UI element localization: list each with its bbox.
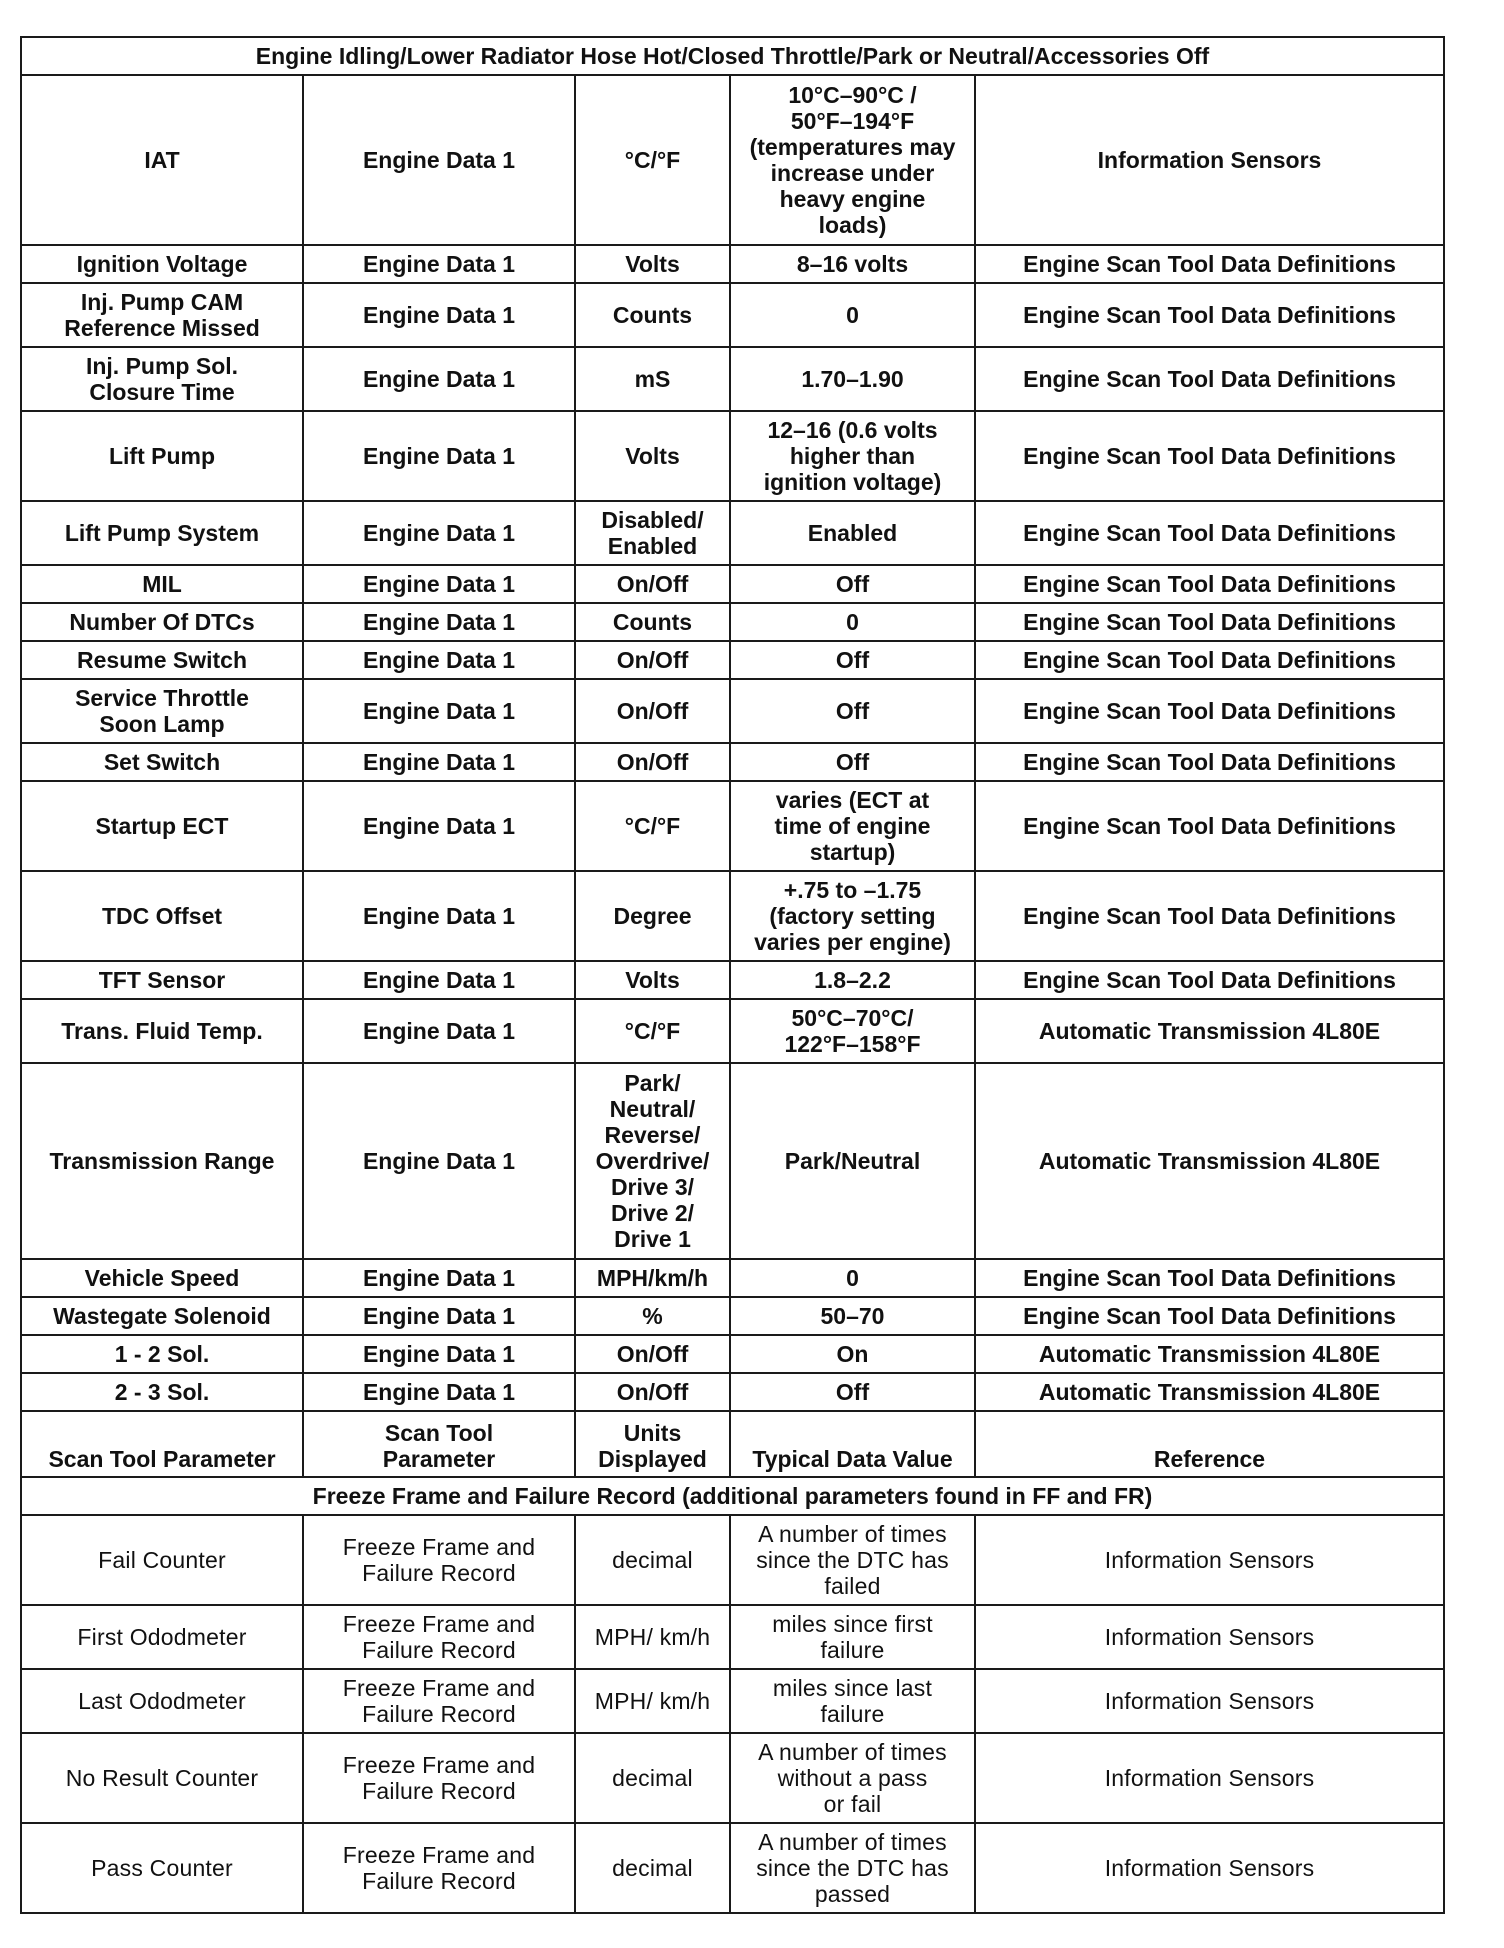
cell-units: Counts — [575, 603, 730, 641]
cell-parameter: Wastegate Solenoid — [21, 1297, 303, 1335]
cell-units: On/Off — [575, 679, 730, 743]
cell-parameter: Fail Counter — [21, 1515, 303, 1605]
cell-reference: Information Sensors — [975, 1605, 1444, 1669]
table-row — [21, 871, 1444, 961]
cell-parameter: Vehicle Speed — [21, 1259, 303, 1297]
cell-scan-tool: Freeze Frame and Failure Record — [303, 1823, 575, 1913]
table-row — [21, 1823, 1444, 1913]
cell-scan-tool: Engine Data 1 — [303, 1063, 575, 1259]
cell-parameter: Trans. Fluid Temp. — [21, 999, 303, 1063]
cell-units: °C/°F — [575, 781, 730, 871]
table-row — [21, 565, 1444, 603]
table-row — [21, 1063, 1444, 1259]
cell-typical-value: 50–70 — [730, 1297, 975, 1335]
cell-parameter: Lift Pump System — [21, 501, 303, 565]
cell-reference: Information Sensors — [975, 1669, 1444, 1733]
cell-units: Degree — [575, 871, 730, 961]
cell-typical-value: 0 — [730, 283, 975, 347]
cell-reference: Engine Scan Tool Data Definitions — [975, 245, 1444, 283]
cell-scan-tool: Engine Data 1 — [303, 411, 575, 501]
table-row — [21, 1259, 1444, 1297]
cell-reference: Information Sensors — [975, 1515, 1444, 1605]
cell-typical-value: Off — [730, 679, 975, 743]
cell-typical-value: A number of times since the DTC has failed — [730, 1515, 975, 1605]
cell-parameter: Service Throttle Soon Lamp — [21, 679, 303, 743]
col-header-reference: Reference — [975, 1411, 1444, 1477]
cell-units: On/Off — [575, 641, 730, 679]
cell-reference: Information Sensors — [975, 75, 1444, 245]
freeze-frame-title-row — [21, 1477, 1444, 1515]
cell-typical-value: 8–16 volts — [730, 245, 975, 283]
cell-reference: Engine Scan Tool Data Definitions — [975, 1259, 1444, 1297]
cell-reference: Engine Scan Tool Data Definitions — [975, 411, 1444, 501]
cell-units: On/Off — [575, 565, 730, 603]
cell-typical-value: 10°C–90°C / 50°F–194°F (temperatures may increase under heavy engine loads) — [730, 75, 975, 245]
cell-reference: Engine Scan Tool Data Definitions — [975, 565, 1444, 603]
cell-typical-value: 1.70–1.90 — [730, 347, 975, 411]
cell-scan-tool: Engine Data 1 — [303, 245, 575, 283]
cell-scan-tool: Freeze Frame and Failure Record — [303, 1669, 575, 1733]
table-row — [21, 1373, 1444, 1411]
cell-parameter: Inj. Pump Sol. Closure Time — [21, 347, 303, 411]
cell-scan-tool: Freeze Frame and Failure Record — [303, 1605, 575, 1669]
table-row — [21, 781, 1444, 871]
cell-units: Park/ Neutral/ Reverse/ Overdrive/ Drive 3/ Drive 2/ Drive 1 — [575, 1063, 730, 1259]
table-row — [21, 1669, 1444, 1733]
table-row — [21, 1297, 1444, 1335]
cell-typical-value: On — [730, 1335, 975, 1373]
cell-typical-value: varies (ECT at time of engine startup) — [730, 781, 975, 871]
cell-units: decimal — [575, 1733, 730, 1823]
cell-parameter: Ignition Voltage — [21, 245, 303, 283]
cell-scan-tool: Engine Data 1 — [303, 283, 575, 347]
cell-parameter: TFT Sensor — [21, 961, 303, 999]
table-row — [21, 283, 1444, 347]
col-header-scan-tool-parameter: Scan Tool Parameter — [21, 1411, 303, 1477]
cell-units: On/Off — [575, 1373, 730, 1411]
freeze-frame-title: Freeze Frame and Failure Record (additional parameters found in FF and FR) — [21, 1477, 1444, 1515]
cell-scan-tool: Engine Data 1 — [303, 603, 575, 641]
cell-units: Volts — [575, 961, 730, 999]
cell-typical-value: Park/Neutral — [730, 1063, 975, 1259]
cell-scan-tool: Freeze Frame and Failure Record — [303, 1515, 575, 1605]
cell-scan-tool: Engine Data 1 — [303, 999, 575, 1063]
cell-units: % — [575, 1297, 730, 1335]
cell-reference: Engine Scan Tool Data Definitions — [975, 1297, 1444, 1335]
cell-parameter: Pass Counter — [21, 1823, 303, 1913]
cell-scan-tool: Engine Data 1 — [303, 1297, 575, 1335]
col-header-scan-tool-parameter-2: Scan Tool Parameter — [303, 1411, 575, 1477]
cell-typical-value: miles since last failure — [730, 1669, 975, 1733]
cell-scan-tool: Engine Data 1 — [303, 743, 575, 781]
cell-scan-tool: Engine Data 1 — [303, 781, 575, 871]
cell-reference: Engine Scan Tool Data Definitions — [975, 283, 1444, 347]
column-header-section — [21, 1411, 1444, 1515]
cell-parameter: Startup ECT — [21, 781, 303, 871]
cell-units: Volts — [575, 411, 730, 501]
cell-typical-value: A number of times since the DTC has passed — [730, 1823, 975, 1913]
cell-parameter: No Result Counter — [21, 1733, 303, 1823]
cell-parameter: Set Switch — [21, 743, 303, 781]
cell-parameter: Transmission Range — [21, 1063, 303, 1259]
cell-parameter: Resume Switch — [21, 641, 303, 679]
cell-reference: Engine Scan Tool Data Definitions — [975, 781, 1444, 871]
table-row — [21, 245, 1444, 283]
cell-parameter: MIL — [21, 565, 303, 603]
cell-typical-value: 1.8–2.2 — [730, 961, 975, 999]
table-row — [21, 603, 1444, 641]
table-row — [21, 679, 1444, 743]
cell-typical-value: Enabled — [730, 501, 975, 565]
cell-units: °C/°F — [575, 999, 730, 1063]
cell-parameter: 1 - 2 Sol. — [21, 1335, 303, 1373]
cell-units: On/Off — [575, 743, 730, 781]
cell-typical-value: Off — [730, 641, 975, 679]
cell-scan-tool: Engine Data 1 — [303, 501, 575, 565]
cell-reference: Automatic Transmission 4L80E — [975, 1373, 1444, 1411]
cell-reference: Information Sensors — [975, 1823, 1444, 1913]
cell-scan-tool: Engine Data 1 — [303, 679, 575, 743]
cell-typical-value: 0 — [730, 1259, 975, 1297]
cell-scan-tool: Engine Data 1 — [303, 961, 575, 999]
table-row — [21, 1335, 1444, 1373]
cell-typical-value: Off — [730, 565, 975, 603]
cell-scan-tool: Engine Data 1 — [303, 871, 575, 961]
cell-parameter: Inj. Pump CAM Reference Missed — [21, 283, 303, 347]
cell-units: decimal — [575, 1515, 730, 1605]
freeze-frame-rows — [21, 1515, 1444, 1913]
cell-typical-value: miles since first failure — [730, 1605, 975, 1669]
cell-reference: Engine Scan Tool Data Definitions — [975, 961, 1444, 999]
scan-tool-data-sheet — [20, 36, 1443, 1914]
table-row — [21, 999, 1444, 1063]
cell-parameter: Number Of DTCs — [21, 603, 303, 641]
cell-parameter: IAT — [21, 75, 303, 245]
scan-tool-data-table — [20, 36, 1445, 1914]
cell-reference: Engine Scan Tool Data Definitions — [975, 641, 1444, 679]
cell-parameter: TDC Offset — [21, 871, 303, 961]
cell-scan-tool: Engine Data 1 — [303, 1335, 575, 1373]
cell-typical-value: Off — [730, 1373, 975, 1411]
table-row — [21, 1605, 1444, 1669]
cell-scan-tool: Freeze Frame and Failure Record — [303, 1733, 575, 1823]
cell-reference: Engine Scan Tool Data Definitions — [975, 603, 1444, 641]
cell-units: Counts — [575, 283, 730, 347]
cell-units: decimal — [575, 1823, 730, 1913]
cell-units: °C/°F — [575, 75, 730, 245]
cell-reference: Engine Scan Tool Data Definitions — [975, 501, 1444, 565]
table-row — [21, 1733, 1444, 1823]
cell-reference: Automatic Transmission 4L80E — [975, 1063, 1444, 1259]
table-title-row — [21, 37, 1444, 75]
cell-units: Volts — [575, 245, 730, 283]
cell-scan-tool: Engine Data 1 — [303, 641, 575, 679]
cell-units: mS — [575, 347, 730, 411]
table-row — [21, 641, 1444, 679]
cell-parameter: Last Ododmeter — [21, 1669, 303, 1733]
cell-typical-value: +.75 to –1.75 (factory setting varies per engine) — [730, 871, 975, 961]
cell-scan-tool: Engine Data 1 — [303, 1259, 575, 1297]
cell-reference: Engine Scan Tool Data Definitions — [975, 347, 1444, 411]
table-row — [21, 347, 1444, 411]
table-row — [21, 411, 1444, 501]
col-header-typical-data-value: Typical Data Value — [730, 1411, 975, 1477]
cell-units: MPH/ km/h — [575, 1605, 730, 1669]
cell-reference: Information Sensors — [975, 1733, 1444, 1823]
cell-parameter: Lift Pump — [21, 411, 303, 501]
cell-reference: Engine Scan Tool Data Definitions — [975, 679, 1444, 743]
cell-typical-value: 12–16 (0.6 volts higher than ignition voltage) — [730, 411, 975, 501]
cell-units: Disabled/ Enabled — [575, 501, 730, 565]
table-row — [21, 743, 1444, 781]
table-row — [21, 961, 1444, 999]
cell-scan-tool: Engine Data 1 — [303, 347, 575, 411]
engine-data-section — [21, 37, 1444, 75]
col-header-units-displayed: Units Displayed — [575, 1411, 730, 1477]
column-header-row — [21, 1411, 1444, 1477]
cell-units: On/Off — [575, 1335, 730, 1373]
cell-units: MPH/km/h — [575, 1259, 730, 1297]
cell-typical-value: 50°C–70°C/ 122°F–158°F — [730, 999, 975, 1063]
cell-reference: Automatic Transmission 4L80E — [975, 999, 1444, 1063]
cell-reference: Engine Scan Tool Data Definitions — [975, 871, 1444, 961]
cell-typical-value: A number of times without a pass or fail — [730, 1733, 975, 1823]
cell-reference: Engine Scan Tool Data Definitions — [975, 743, 1444, 781]
engine-data-rows — [21, 75, 1444, 1411]
cell-typical-value: 0 — [730, 603, 975, 641]
table-title: Engine Idling/Lower Radiator Hose Hot/Closed Throttle/Park or Neutral/Accessories Off — [21, 37, 1444, 75]
cell-scan-tool: Engine Data 1 — [303, 1373, 575, 1411]
cell-parameter: 2 - 3 Sol. — [21, 1373, 303, 1411]
table-row — [21, 1515, 1444, 1605]
cell-reference: Automatic Transmission 4L80E — [975, 1335, 1444, 1373]
cell-scan-tool: Engine Data 1 — [303, 75, 575, 245]
cell-units: MPH/ km/h — [575, 1669, 730, 1733]
cell-typical-value: Off — [730, 743, 975, 781]
cell-parameter: First Ododmeter — [21, 1605, 303, 1669]
table-row — [21, 75, 1444, 245]
cell-scan-tool: Engine Data 1 — [303, 565, 575, 603]
table-row — [21, 501, 1444, 565]
